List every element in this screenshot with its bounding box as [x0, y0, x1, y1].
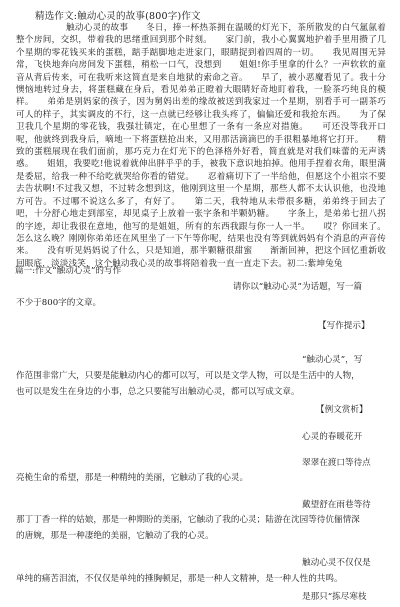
- tips-line-3: 也可以是发生在身边的小事，总之只要能写出触动心灵，都可以写成文章。: [16, 387, 300, 397]
- tips-line-2: 作范围非常广大，只要是能触动内心的都可以写，可以是文学人物，可以是生活中的人物，: [16, 371, 360, 381]
- example-title: 【例文赏析】: [316, 405, 368, 415]
- example-line-9: 是那只“拣尽寒枝: [302, 592, 367, 602]
- prompt-header: 篇一:作文“触动心灵”的写作: [15, 266, 122, 276]
- essay-title: 精选作文:触动心灵的故事(800字)作文: [35, 11, 201, 22]
- example-line-3: 亮桅生命的希望，那是一种精纯的美丽，它触动了我的心灵。: [16, 473, 249, 483]
- tips-title: 【写作提示】: [318, 321, 370, 331]
- example-line-7: 触动心灵不仅仅是: [302, 558, 371, 568]
- example-line-2: 翠翠在渡口等待点: [302, 458, 371, 468]
- essay-body: 触动心灵的故事 冬日，捧一杯热茶拥在温暖的灯光下，茶所散发的白气氲氤着整个房间，交织，带着我的思绪重回到那个时刻。 家门前，我小心翼翼地护着手里用攒了几个星期的零花钱买来的蛋糕，踮手踮脚地走进家门，眼睛捉到着四周的一切。 我见周围无异常，飞快地奔向房间发下蛋糕，稍松一口气，没想到 姐姐!你手里拿的什么？一声软软的童音从背后传来，可在我听来这简直是来自地狱的索命之音。 早了，被小恶魔看见了。我十分懊恼地转过身去，将蛋糕藏在身后，看见弟弟正瞪着大眼睛好奇地盯着我，一脸茶巧纯良的模样。 弟弟是别妈家的孩子，因为舅妈出差的缘故被送到我家过一个星期，别看手可一副茶巧可人的样子，其实调皮的不行，这一点就已经够让我头疼了，偏偏还爱和我抢东西。 为了保卫我几个星期的零花钱，我强壮镇定，在心里想了一条有一条应对措施。 可还没等我开口呢，他就终到我身后，嘀地一下将蛋糕抢出来，又用那活滴滴巴的手很粗暴地将它打开。 精致的蛋糕展现在我们面前，那巧克力在灯光下的色泽格外好看，简直就是对我们味蕾的无声诱惑。 姐姐，我要吃!他说着就伸出胖乎乎的手，被我下意识地拍掉。他用手捏着衣角，眼里满是委屈，给我一种不给吃就哭给你看的错觉。 忍着痛切下了一半给他，但愿这个小祖宗不要去告状啊!不过我又想，不过转念想到这，他刚到这里一个星期，那些人都不太认识他，也没地方可告。不过哪不说这么多了，有好了。 第二天，我特地从未带很多糖，弟弟终于回去了吧，十分舒心地走到部室，却见桌子上放着一张字条和半颗奶糖。 字条上，是弟弟七扭八拐的字迹，却让我很在意地，他写的是姐姐，所有的东西我跟与你一人一半。 哎？你回来了。怎么这么晚？刚刚你弟弟还在风里坐了一下午等你呢，结果也没有等到就妈妈有个消息的声音传来。 没有听见妈妈说了什么，只是知道，那半颗糖很甜蜜 渐渐回神，把这个回忆重新收回眼底，淡淡浅笑，这个触动我心灵的故事将陪着我一直一直走下去。初二:紫坤兔兔: [16, 23, 386, 269]
- example-line-5: 那丁丁香一样的姑娘，那是一种期盼的美丽，它触动了我的心灵；陆游在沈园等待伉俪情深: [16, 515, 360, 525]
- prompt-line-2: 不少于800字的文章。: [16, 298, 102, 308]
- example-line-1: 心灵的春暖花开: [302, 432, 363, 442]
- example-line-8: 单纯的痛苦泪流，不仅仅是单纯的捶胸顿足，那是一种人文精神，是一种人性的共鸣。: [16, 574, 343, 584]
- example-line-6: 的唐婉，那是一种凄绝的美丽，它触动了我的心灵。: [16, 531, 214, 541]
- prompt-line-1: 请你以“触动心灵”为话题，写一篇: [233, 282, 363, 292]
- example-line-4: 戴望舒在雨巷等待: [302, 500, 371, 510]
- tips-line-1: “触动心灵”，写: [302, 355, 363, 365]
